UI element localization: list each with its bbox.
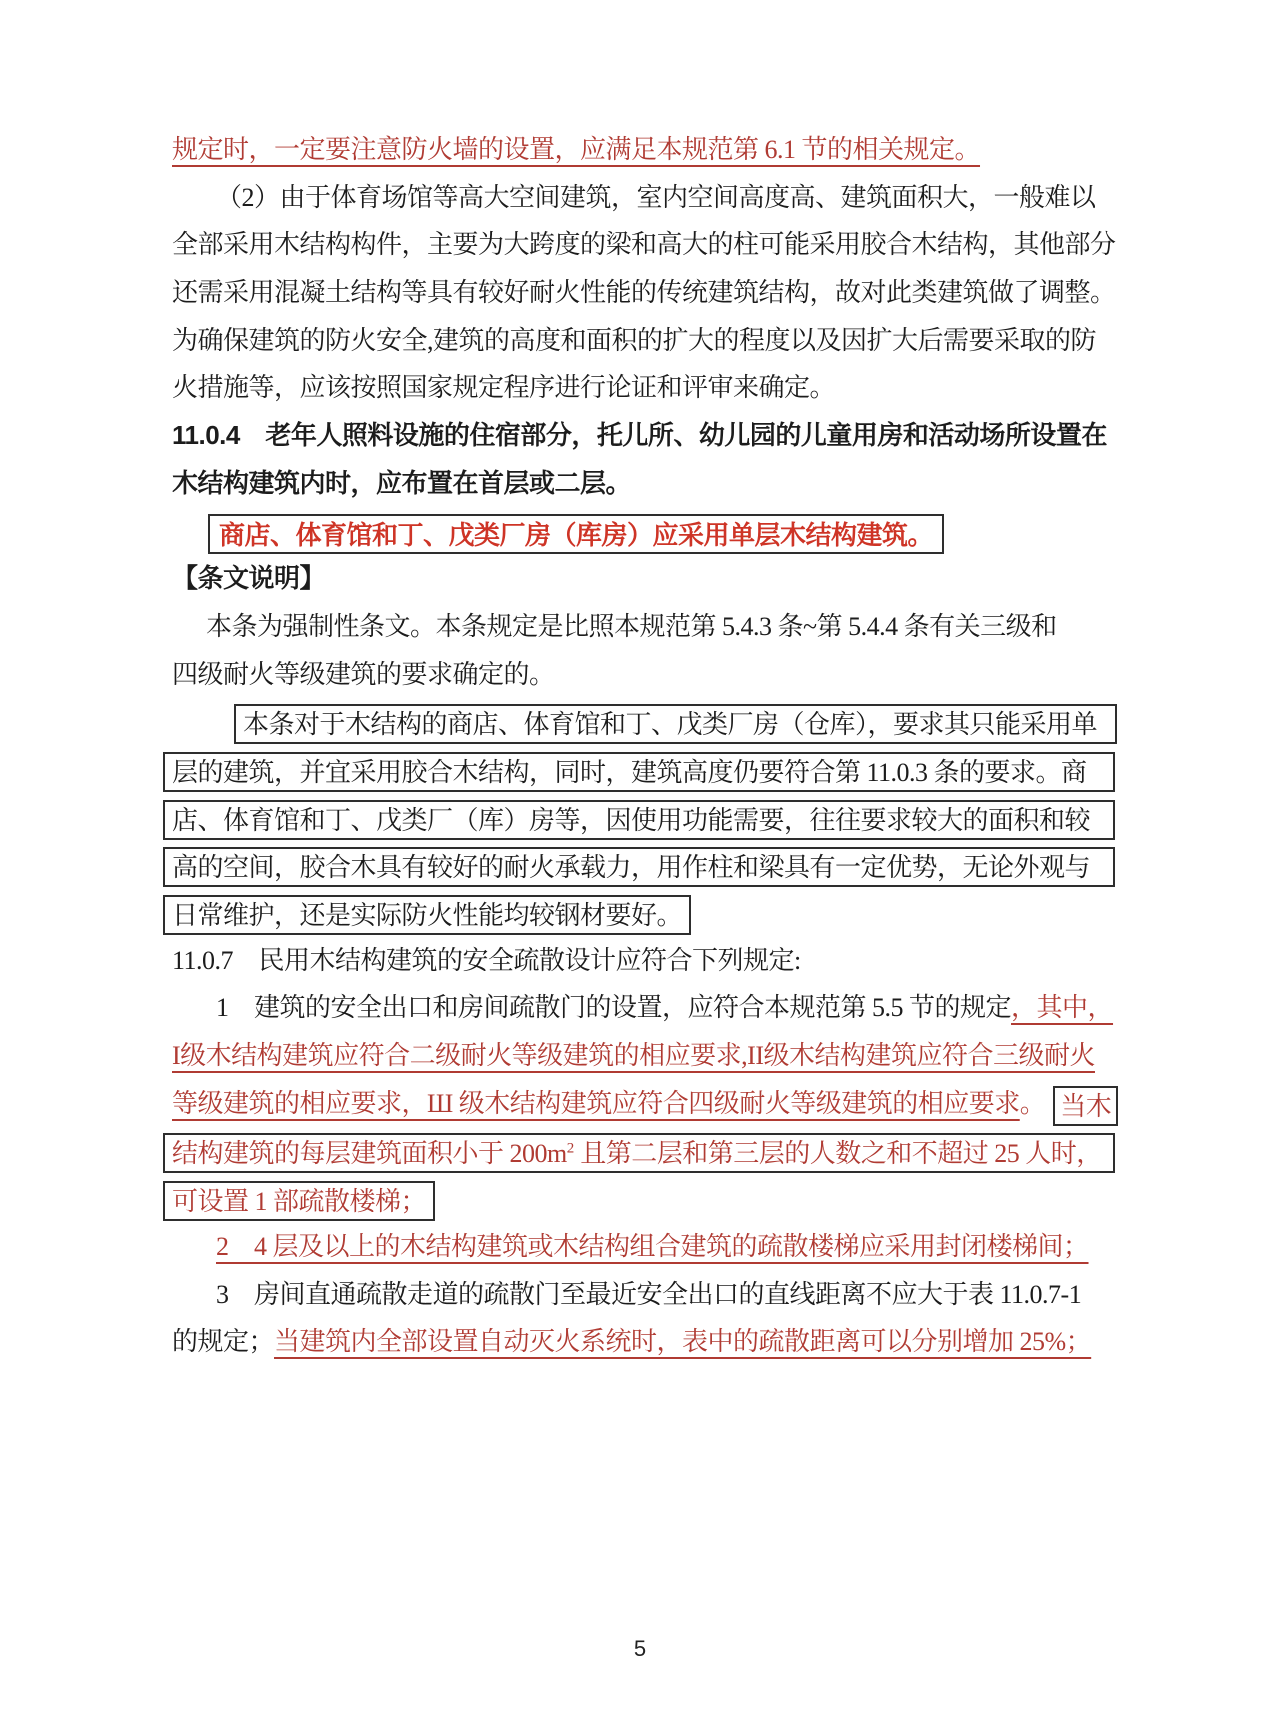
boxed-insert-text [163, 1133, 1115, 1173]
boxed-provision-text: 商店、体育馆和丁、戊类厂房（库房）应采用单层木结构建筑。 [208, 514, 944, 554]
clause-11-0-7-item-3-line: 3 房间直通疏散走道的疏散门至最近安全出口的直线距离不应大于表 11.0.7-1 [216, 1279, 1082, 1309]
item-1-black-text: 1 建筑的安全出口和房间疏散门的设置，应符合本规范第 5.5 节的规定 [216, 993, 1012, 1023]
boxed-insert-part2: 且第二层和第三层的人数之和不超过 25 人时， [574, 1139, 1102, 1169]
clause-11-0-4-line: 木结构建筑内时，应布置在首层或二层。 [172, 467, 632, 498]
clause-11-0-7-item-1-line: I级木结构建筑应符合二级耐火等级建筑的相应要求,II级木结构建筑应符合三级耐火 [172, 1041, 1095, 1071]
boxed-commentary-text: 店、体育馆和丁、戊类厂（库）房等，因使用功能需要，往往要求较大的面积和较 [163, 800, 1115, 840]
commentary-paragraph-line: 为确保建筑的防火安全,建筑的高度和面积的扩大的程度以及因扩大后需要采取的防 [172, 325, 1097, 355]
clause-11-0-7-heading: 11.0.7 民用木结构建筑的安全疏散设计应符合下列规定: [172, 945, 801, 975]
clause-11-0-4-line: 11.0.4 老年人照料设施的住宿部分，托儿所、幼儿园的儿童用房和活动场所设置在 [172, 420, 1107, 451]
commentary-paragraph-line: （2）由于体育场馆等高大空间建筑，室内空间高度高、建筑面积大，一般难以 [216, 182, 1096, 212]
clause-11-0-7-item-2-line [172, 1223, 1108, 1271]
boxed-commentary-line [172, 794, 1108, 842]
clause-11-0-7-item-1-line [172, 1127, 1108, 1175]
item-1-inserted-text: ，其中， [1011, 993, 1114, 1023]
clause-11-0-7-item-1-line [172, 1175, 1108, 1223]
boxed-commentary-text: 本条对于木结构的商店、体育馆和丁、戊类厂房（仓库），要求其只能采用单 [234, 704, 1117, 744]
item-1-period: 。 [1019, 1088, 1046, 1118]
boxed-commentary-text: 高的空间，胶合木具有较好的耐火承载力，用作柱和梁具有一定优势，无论外观与 [163, 847, 1115, 887]
commentary-paragraph-line: 全部采用木结构构件，主要为大跨度的梁和高大的柱可能采用胶合木结构，其他部分 [172, 230, 1116, 260]
boxed-insert-text: 可设置 1 部疏散楼梯； [163, 1181, 435, 1221]
comment-section-marker: 【条文说明】 [172, 563, 326, 594]
clause-11-0-7-item-1-line [172, 984, 1114, 1032]
item-1-inserted-text: 等级建筑的相应要求，Ш 级木结构建筑应符合四级耐火等级建筑的相应要求 [172, 1088, 1020, 1118]
boxed-commentary-line [172, 746, 1108, 794]
clause-11-0-7-item-3-line [172, 1318, 1108, 1366]
clause-11-0-7-item-1-line [172, 1080, 1112, 1128]
boxed-insert-part1: 结构建筑的每层建筑面积小于 200m [172, 1139, 567, 1169]
boxed-provision-line [172, 508, 1108, 556]
commentary-paragraph-line: 还需采用混凝土结构等具有较好耐火性能的传统建筑结构，故对此类建筑做了调整。 [172, 278, 1116, 308]
boxed-commentary-text: 层的建筑，并宜采用胶合木结构，同时，建筑高度仍要符合第 11.0.3 条的要求。商 [163, 752, 1115, 792]
document-body [172, 126, 1116, 1366]
boxed-insert-start: 当木 [1053, 1086, 1118, 1126]
item-2-inserted-text: 2 4 层及以上的木结构建筑或木结构组合建筑的疏散楼梯应采用封闭楼梯间； [216, 1231, 1089, 1261]
superscript-2: 2 [566, 1140, 575, 1157]
commentary-line: 本条为强制性条文。本条规定是比照本规范第 5.4.3 条~第 5.4.4 条有关三级和 [206, 611, 1057, 641]
boxed-commentary-text: 日常维护，还是实际防火性能均较钢材要好。 [163, 895, 691, 935]
page-number: 5 [633, 1636, 647, 1661]
inserted-note-line: 规定时，一定要注意防火墙的设置，应满足本规范第 6.1 节的相关规定。 [172, 135, 981, 164]
commentary-paragraph-line: 火措施等，应该按照国家规定程序进行论证和评审来确定。 [172, 373, 836, 403]
boxed-commentary-line [172, 889, 1108, 937]
boxed-commentary-line [172, 698, 1108, 746]
commentary-line: 四级耐火等级建筑的要求确定的。 [172, 659, 555, 689]
item-3-black-text: 的规定； [172, 1327, 275, 1357]
boxed-commentary-line [172, 841, 1108, 889]
item-3-inserted-text: 当建筑内全部设置自动灭火系统时，表中的疏散距离可以分别增加 25%； [274, 1327, 1092, 1357]
